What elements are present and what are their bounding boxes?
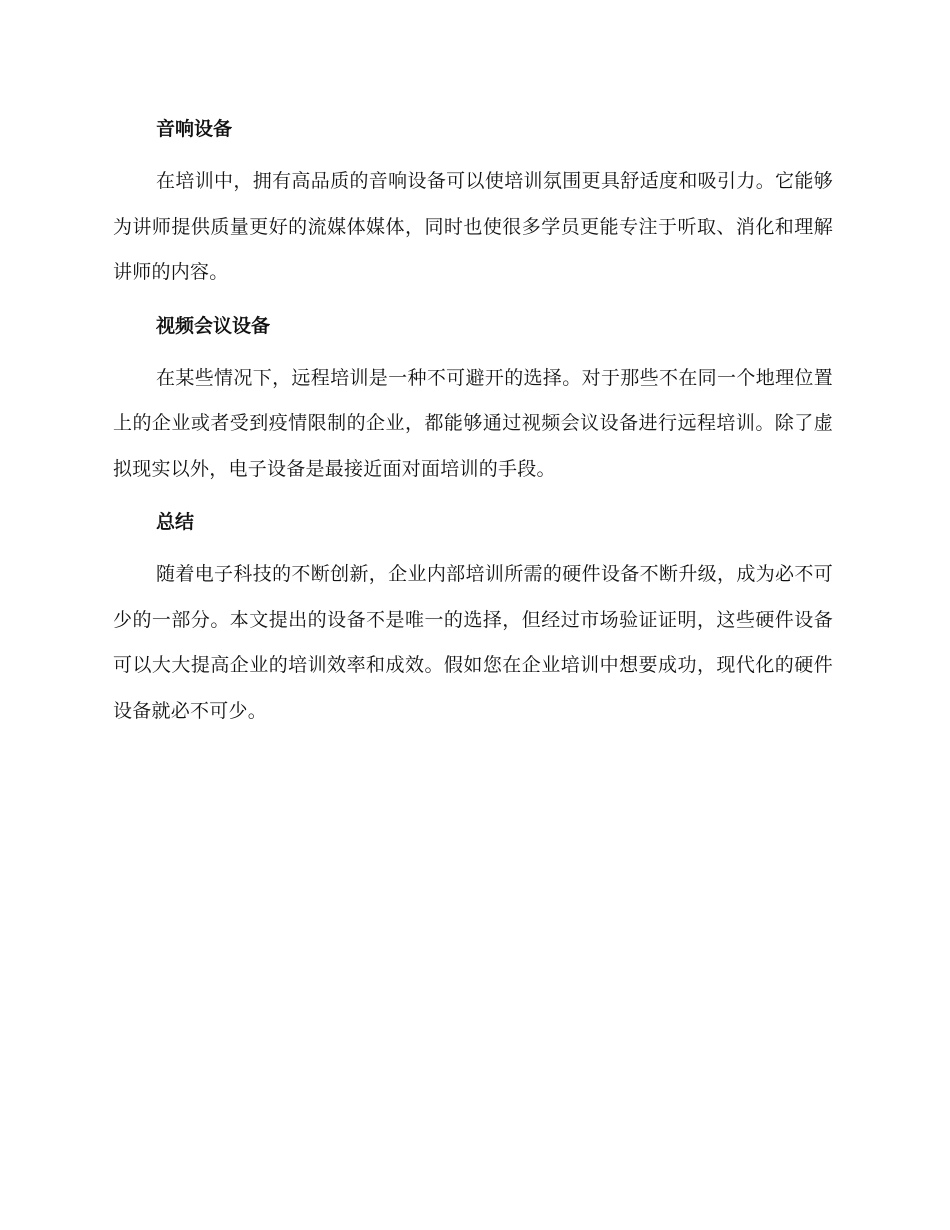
section-title-video-conference-equipment: 视频会议设备 (156, 314, 271, 337)
section-title-summary: 总结 (156, 511, 195, 533)
spacer (113, 492, 833, 506)
spacer (113, 296, 833, 310)
paragraph-summary: 随着电子科技的不断创新，企业内部培训所需的硬件设备不断升级，成为必不可少的一部分。本文提出的设备不是唯一的选择，但经过市场验证证明，这些硬件设备可以大大提高企业的培训效率和成效。假如您在企业培训中想要成功，现代化的硬件设备就必不可少。 (113, 563, 833, 722)
spacer (113, 538, 833, 552)
document-body (113, 113, 833, 734)
paragraph-audio-equipment: 在培训中，拥有高品质的音响设备可以使培训氛围更具舒适度和吸引力。它能够为讲师提供质量更好的流媒体媒体，同时也使很多学员更能专注于听取、消化和理解讲师的内容。 (113, 170, 833, 283)
paragraph-video-conference-equipment: 在某些情况下，远程培训是一种不可避开的选择。对于那些不在同一个地理位置上的企业或者受到疫情限制的企业，都能够通过视频会议设备进行远程培训。除了虚拟现实以外，电子设备是最接近面对面培训的手段。 (113, 366, 833, 480)
section-title-audio-equipment: 音响设备 (156, 118, 233, 140)
spacer (113, 145, 833, 159)
spacer (113, 342, 833, 356)
